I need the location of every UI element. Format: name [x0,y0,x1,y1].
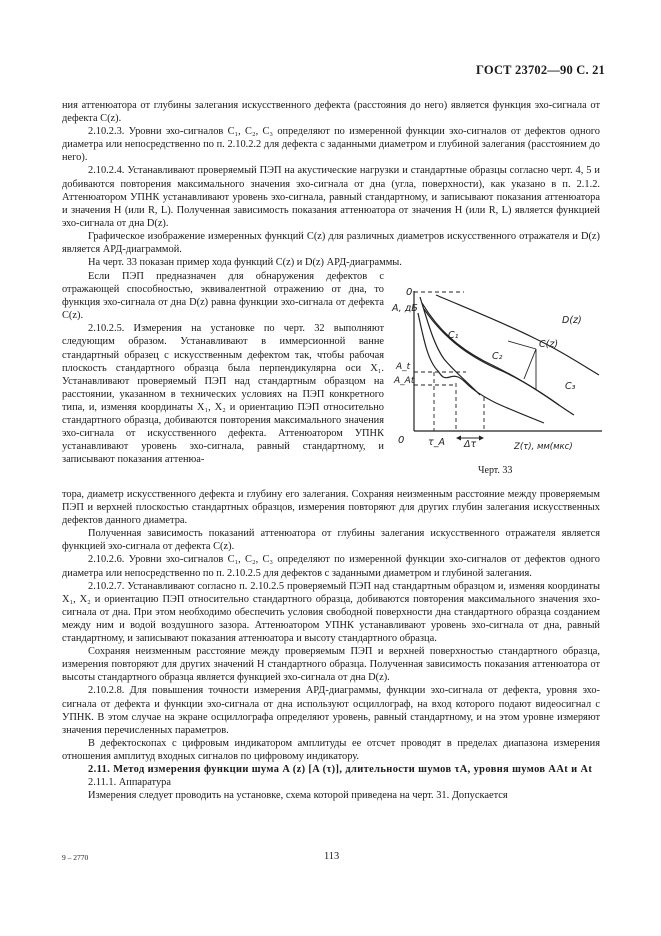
a-t-label: A_t [396,362,411,372]
paragraph: На черт. 33 показан пример хода функций C(z) и D(z) АРД-диаграммы. [88,257,402,269]
y-axis-label: A, дБ [392,303,418,314]
a-at-label: A_Аt [394,376,415,386]
paragraph: 2.10.2.5. Измерения на установке по черт. 32 выполняют следующим образом. Устанавливают в иммерсионной ванне стандартный образец с искусственным дефектом так, чтобы рабочая плоскость стандартного образца была перпендикулярна оси X₁. Устанавливают проверяемый ПЭП над стандартным образцом на расстоянии, указанном в технических условиях на ПЭП конкретного типа, и, изменяя координаты X₁, X₂ и ориентацию ПЭП относительно стандартного образца, добиваются повторения максимального значения эхо-сигнала от искусственного дефекта. Аттенюатором УПНК устанавливают уровень эхо-сигнала, равный стандартному, и записывают показания аттенюа- [62,323,384,466]
paragraph: 2.10.2.8. Для повышения точности измерения АРД-диаграммы, функции эхо-сигнала от дефекта, уровня эхо-сигнала от дефекта и функции эхо-сигнала от дна используют осциллограф, на вход которого подают видеосигнал с УПНК. В этом случае на экране осциллографа определяют уровень, равный стандартному, и на этом уровне измеряют значения перечисленных параметров. [62,685,600,736]
ard-diagram [384,283,606,473]
cz-pointer-2 [524,349,536,379]
paragraph: Измерения следует проводить на установке, схема которой приведена на черт. 31. Допускается [88,790,508,802]
figure-caption: Черт. 33 [478,465,513,476]
paragraph: 2.10.2.4. Устанавливают проверяемый ПЭП на акустические нагрузки и стандартные образцы согласно черт. 4, 5 и добиваются повторения максимального значения эхо-сигнала от дна (угла, поверхности), как указано в п. 2.1.2. Аттенюатором УПНК устанавливают уровень эхо-сигнала, равный стандартному, и записывают показания аттенюатора и значения H (или R, L). Полученная зависимость показания аттенюатора от значения H (или R, L) является функцией эхо-сигнала от дна D(z). [62,165,600,229]
d-curve [436,295,599,375]
c3-label: C₃ [565,381,576,392]
paragraph: Графическое изображение измеренных функций C(z) для различных диаметров искусственного отражателя и D(z) является АРД-диаграммой. [62,230,600,256]
origin-top-label: 0 [406,287,413,298]
paragraph: 2.10.2.7. Устанавливают согласно п. 2.10.2.5 проверяемый ПЭП над стандартным образцом и, изменяя координаты X₁, X₂ и ориентацию ПЭП относительно стандартного образца, добиваются повторения максимального значения эхо-сигнала от дна. При этом необходимо обеспечить условия свободной поверхности дна стандартного образца созданием между ним и водой воздушного зазора. Аттенюатором УПНК устанавливают уровень эхо-сигнала от дна, равный стандартному, и записывают показания аттенюатора и высоту стандартного образца. [62,580,600,645]
tau-a-label: τ_A [428,437,445,448]
text-block-narrow [62,270,384,466]
paragraph: Сохраняя неизменным расстояние между проверяемым ПЭП и верхней поверхностью стандартного образца, измерения повторяют для других значений H стандартного образца. Полученная зависимость показания аттенюатора от высоты стандартного образца является функцией эхо-сигнала от дна D(z). [62,646,600,684]
origin-label: 0 [398,435,405,446]
paragraph: Если ПЭП предназначен для обнаружения дефектов с отражающей способностью, эквивалентной отражению от дна, то функция эхо-сигнала от дна D(z) равна функции эхо-сигнала от дефекта C(z). [62,271,384,322]
paragraph: ния аттенюатора от глубины залегания искусственного дефекта (расстояния до него) является функция эхо-сигнала от дефекта C(z). [62,100,600,125]
c1-label: C₁ [448,330,459,341]
cz-pointer-1 [508,341,536,349]
paragraph: Полученная зависимость показаний аттенюатора от глубины залегания искусственного отражателя является функцией эхо-сигнала от дефекта C(z). [62,528,600,553]
noise-curve [418,313,544,423]
running-header: ГОСТ 23702—90 С. 21 [476,63,605,77]
section-heading: 2.11. Метод измерения функции шума A (z) [A (τ)], длительности шумов τA, уровня шумов AAt и At [88,763,593,775]
paragraph: 2.10.2.6. Уровни эхо-сигналов C₁, C₂, C₃ определяют по измеренной функции эхо-сигналов от дефектов одного диаметра или непосредственно по п. 2.10.2.5 для дефектов с заданными диаметром и глубиной залегания. [62,554,600,579]
dz-label: D(z) [562,315,582,326]
c1-curve [420,297,480,395]
text-block-bottom [62,488,600,802]
subsection-heading: 2.11.1. Аппаратура [88,777,171,789]
text-block-top [62,99,600,269]
paragraph: В дефектоскопах с цифровым индикатором амплитуды ее отсчет проводят в пределах диапазона измерения отношения амплитуд входных сигналов по цифровому индикатору. [62,737,600,762]
arrow-head-left [456,436,461,441]
delta-tau-label: Δτ [464,439,477,450]
paragraph: 2.10.2.3. Уровни эхо-сигналов C₁, C₂, C₃ определяют по измеренной функции эхо-сигналов от дефектов одного диаметра или непосредственно по п. 2.10.2.2 для дефекта с заданными диаметром и глубиной залегания (расстоянием до него). [62,126,600,164]
print-code: 9 – 2770 [62,853,89,862]
cz-label: C(z) [539,339,559,350]
figure-33 [384,283,606,473]
c2-label: C₂ [492,351,503,362]
x-axis-label: Z(τ), мм(мкс) [514,442,573,452]
page-number: 113 [324,851,340,862]
paragraph: тора, диаметр искусственного дефекта и глубину его залегания. Сохраняя неизменным расстояние между проверяемым ПЭП и верхней плоскостью стандартных образцов, измерения повторяют для других глубин залегания искусственных дефектов данного диаметра. [62,489,600,527]
arrow-head-right [479,436,484,441]
